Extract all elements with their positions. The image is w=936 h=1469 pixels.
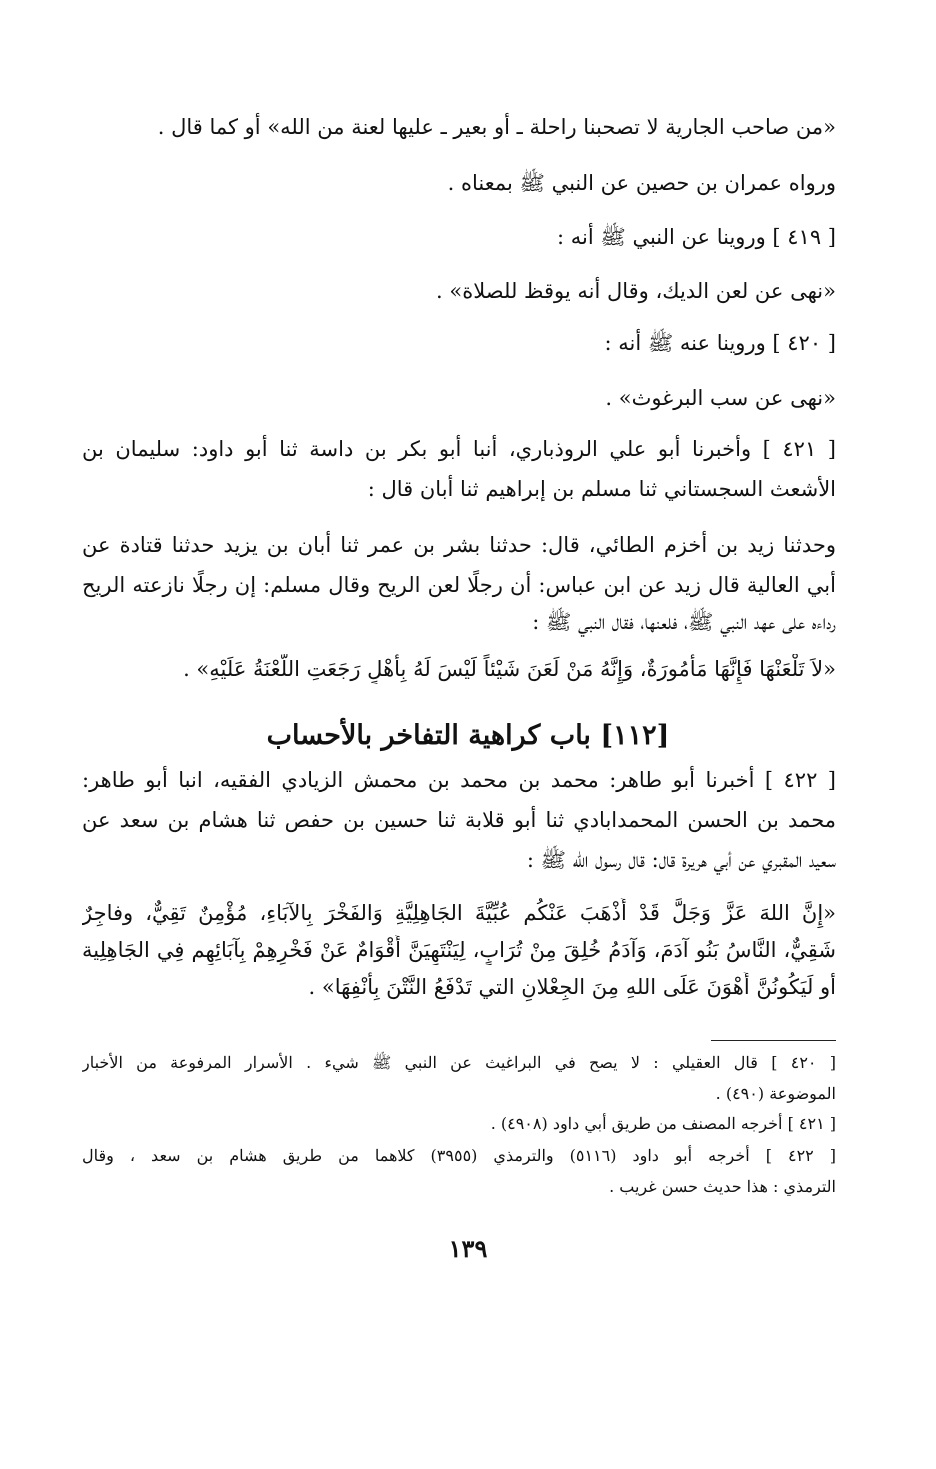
footnote-422-line-2: الترمذي : هذا حديث حسن غريب . <box>609 1177 836 1196</box>
footnote-divider <box>711 1040 836 1041</box>
text-line-10: أبي العالية قال زيد عن ابن عباس: أن رجلًا لعن الريح وقال مسلم: إن رجلًا نازعته الريح <box>82 573 836 597</box>
hadith-text-pride-1: «إِنَّ اللهَ عَزَّ وَجَلَّ قَدْ أَذْهَبَ عَنْكُم عُبِّيَّةَ الجَاهِلِيَّةِ وَالفَخْرَ بِالآبَاءِ، مُؤْمِنٌ تَقِيٌّ، وفاجِرٌ <box>82 901 836 925</box>
footnote-421: [ ٤٢١ ] أخرجه المصنف من طريق أبي داود (٤٩٠٨) . <box>490 1114 836 1133</box>
text-line-4: «نهى عن لعن الديك، وقال أنه يوقظ للصلاة» . <box>436 279 836 303</box>
text-line-1: «من صاحب الجارية لا تصحبنا راحلة ـ أو بعير ـ عليها لعنة من الله» أو كما قال . <box>157 115 836 139</box>
hadith-text-pride-2: شَقِيٌّ، النَّاسُ بَنُو آدَمَ، وَآدَمُ خُلِقَ مِنْ تُرَابٍ، لِيَنْتَهِيَنَّ أَقْوَامٌ عَنْ فَخْرِهِمْ بِآبَائِهِم فِي الجَاهِلِية <box>82 938 836 962</box>
text-line-14: محمد بن الحسن المحمدابادي ثنا أبو قلابة ثنا حسين بن حفص ثنا هشام بن سعد عن <box>82 808 836 832</box>
text-line-11: رداءه على عهد النبي ﷺ، فلعنها، فقال النبي ﷺ : <box>532 610 836 634</box>
hadith-text-wind: «لاَ تَلْعَنْهَا فَإِنَّهَا مَأْمُورَةٌ، وَإِنَّهُ مَنْ لَعَنَ شَيْئاً لَيْسَ لَهُ بِأَهْلٍ رَجَعَتِ اللَّعْنَةُ عَلَيْهِ» . <box>183 657 836 681</box>
hadith-text-pride-3: أو لَيَكُونُنَّ أَهْوَنَ عَلَى اللهِ مِنَ الجِعْلانِ التي تَدْفَعُ النَّتْنَ بِأَنْفِهَا» . <box>308 975 836 999</box>
page-number: ١٣٩ <box>448 1234 488 1263</box>
footnote-420-line-1: [ ٤٢٠ ] قال العقيلي : لا يصح في البراغيث عن النبي ﷺ شيء . الأسرار المرفوعة من الأخبار <box>82 1053 836 1072</box>
footnote-422-line-1: [ ٤٢٢ ] أخرجه أبو داود (٥١١٦) والترمذي (٣٩٥٥) كلاهما من طريق هشام بن سعد ، وقال <box>82 1146 836 1165</box>
hadith-heading-421: [ ٤٢١ ] وأخبرنا أبو علي الروذباري، أنبا أبو بكر بن داسة ثنا أبو داود: سليمان بن <box>82 437 836 461</box>
text-line-6: «نهى عن سب البرغوث» . <box>605 386 836 410</box>
text-line-2: ورواه عمران بن حصين عن النبي ﷺ بمعناه . <box>447 171 836 195</box>
footnote-420-line-2: الموضوعة (٤٩٠) . <box>715 1084 836 1103</box>
hadith-heading-420: [ ٤٢٠ ] وروينا عنه ﷺ أنه : <box>604 331 836 355</box>
text-line-8: الأشعث السجستاني ثنا مسلم بن إبراهيم ثنا أبان قال : <box>367 477 836 501</box>
hadith-heading-422: [ ٤٢٢ ] أخبرنا أبو طاهر: محمد بن محمد بن محمش الزيادي الفقيه، انبا أبو طاهر: <box>82 768 836 792</box>
chapter-heading: [١١٢] باب كراهية التفاخر بالأحساب <box>266 720 670 751</box>
hadith-heading-419: [ ٤١٩ ] وروينا عن النبي ﷺ أنه : <box>557 225 836 249</box>
text-line-15: سعيد المقبري عن أبي هريرة قال: قال رسول الله ﷺ : <box>526 848 836 872</box>
text-line-9: وحدثنا زيد بن أخزم الطائي، قال: حدثنا بشر بن عمر ثنا أبان بن يزيد حدثنا قتادة عن <box>82 533 836 557</box>
